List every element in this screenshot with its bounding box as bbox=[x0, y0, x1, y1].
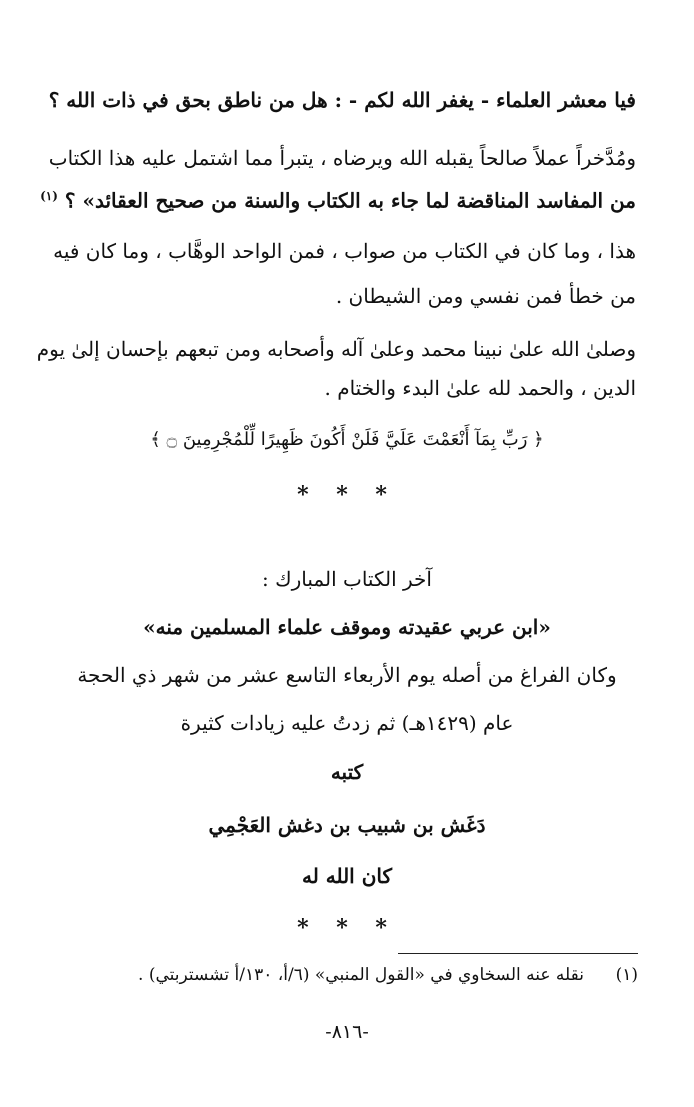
colophon-intro: آخر الكتاب المبارك : bbox=[262, 567, 432, 591]
paragraph-line-1: فيا معشر العلماء - يغفر الله لكم - : هل من ناطق بحق في ذات الله ؟ bbox=[48, 88, 636, 112]
footnote-reference: (١) bbox=[40, 189, 58, 203]
section-separator: * * * bbox=[297, 482, 397, 508]
colophon-author: دَغَش بن شبيب بن دغش العَجْمِي bbox=[208, 813, 486, 837]
paragraph-line-3-text: من المفاسد المناقضة لما جاء به الكتاب والسنة من صحيح العقائد» ؟ bbox=[64, 188, 636, 213]
paragraph-line-5: من خطأ فمن نفسي ومن الشيطان . bbox=[335, 284, 636, 308]
colophon-separator: * * * bbox=[297, 915, 397, 941]
page-number: -٨١٦- bbox=[325, 1021, 369, 1043]
colophon-prayer: كان الله له bbox=[301, 864, 393, 888]
footnote-number: (١) bbox=[615, 965, 638, 985]
colophon-completion-line-2: عام (١٤٢٩هـ) ثم زدتُ عليه زيادات كثيرة bbox=[180, 711, 514, 735]
paragraph-line-6: وصلىٰ الله علىٰ نبينا محمد وعلىٰ آله وأصحابه ومن تبعهم بإحسان إلىٰ يوم bbox=[36, 337, 636, 361]
paragraph-line-4: هذا ، وما كان في الكتاب من صواب ، فمن الواحد الوهَّاب ، وما كان فيه bbox=[53, 239, 636, 263]
footnote-divider bbox=[398, 953, 638, 954]
paragraph-line-7: الدين ، والحمد لله علىٰ البدء والختام . bbox=[324, 376, 636, 400]
colophon-wrote-it: كتبه bbox=[330, 760, 364, 784]
paragraph-line-3 bbox=[40, 181, 636, 216]
colophon-book-title: «ابن عربي عقيدته وموقف علماء المسلمين منه» bbox=[143, 615, 551, 639]
colophon-completion-line-1: وكان الفراغ من أصله يوم الأربعاء التاسع عشر من شهر ذي الحجة bbox=[77, 663, 617, 687]
footnote-text: نقله عنه السخاوي في «القول المنبي» (٦/أ، ١٣٠/أ تشستربتي) . bbox=[138, 965, 584, 985]
paragraph-line-2: ومُدَّخراً عملاً صالحاً يقبله الله ويرضاه ، يتبرأ مما اشتمل عليه هذا الكتاب bbox=[48, 146, 636, 170]
quran-verse: ﴿ رَبِّ بِمَآ أَنْعَمْتَ عَلَيَّ فَلَنْ أَكُونَ ظَهِيرًا لِّلْمُجْرِمِينَ ۝ ﴾ bbox=[150, 429, 544, 450]
